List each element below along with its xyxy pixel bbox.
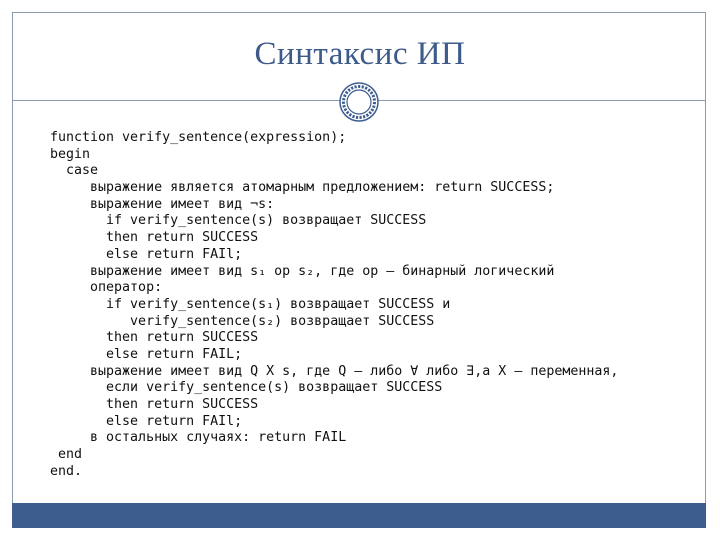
code-line: else return FAIl; (50, 413, 243, 429)
code-line: if verify_sentence(s) возвращает SUCCESS (50, 213, 427, 229)
code-line: function verify_sentence(expression); (50, 130, 347, 145)
code-line: оператор: (50, 280, 163, 296)
footer-accent-bar (12, 503, 706, 528)
code-line: выражение является атомарным предложением: return SUCCESS; (50, 180, 555, 196)
code-line: выражение имеет вид Q X s, где Q — либо ∀ либо ∃,а X — переменная, (50, 363, 619, 379)
code-line: then return SUCCESS (50, 330, 259, 346)
code-line: then return SUCCESS (50, 230, 259, 246)
code-line: выражение имеет вид s₁ op s₂, где op — бинарный логический (50, 263, 555, 279)
code-line: then return SUCCESS (50, 397, 259, 412)
circle-ornament-icon (339, 82, 379, 122)
slide-title: Синтаксис ИП (254, 36, 466, 72)
code-line: case (50, 163, 99, 179)
code-line: в остальных случаях: return FAIL (50, 430, 347, 446)
code-line: если verify_sentence(s) возвращает SUCCESS (50, 380, 443, 396)
code-line: выражение имеет вид ¬s: (50, 196, 275, 212)
code-line: end. (50, 463, 83, 479)
code-line: else return FAIL; (50, 346, 243, 362)
code-line: end (50, 447, 83, 463)
code-line: if verify_sentence(s₁) возвращает SUCCESS и (50, 296, 451, 312)
code-listing (50, 130, 690, 480)
code-line: else return FAIl; (50, 246, 243, 262)
code-line: begin (50, 146, 91, 162)
code-line: verify_sentence(s₂) возвращает SUCCESS (50, 313, 435, 329)
